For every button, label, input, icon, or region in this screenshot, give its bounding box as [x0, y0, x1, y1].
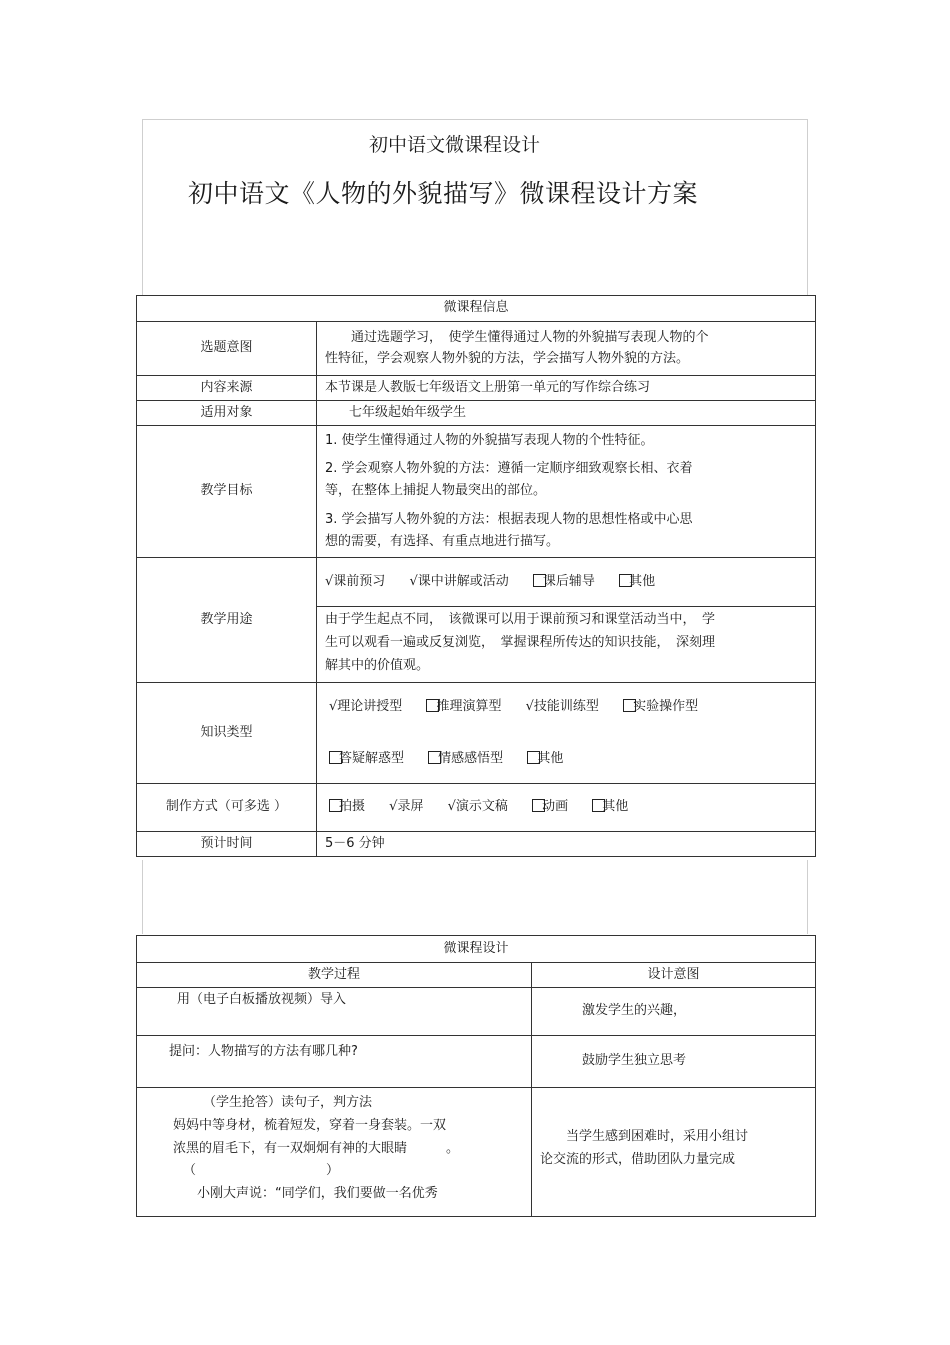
time-value: 5－6 分钟	[317, 832, 816, 857]
production-option-animation[interactable]: 动画	[532, 797, 568, 818]
intent-column-header: 设计意图	[532, 963, 816, 988]
topic-intent-value: 通过选题学习， 使学生懂得通过人物的外貌描写表现人物的个 性特征，学会观察人物外貌的方法，学会描写人物外貌的方法。	[317, 322, 816, 376]
page-frame-middle	[142, 860, 808, 934]
course-design-table	[136, 935, 816, 1217]
subtitle: 初中语文微课程设计	[369, 134, 541, 156]
knowledge-option-skill[interactable]: √技能训练型	[525, 699, 599, 714]
knowledge-option-reasoning[interactable]: 推理演算型	[426, 689, 501, 725]
intent-cell: 激发学生的兴趣，	[532, 988, 816, 1036]
page-title: 初中语文《人物的外貌描写》微课程设计方案	[188, 179, 699, 208]
usage-value	[317, 558, 816, 683]
process-cell: （学生抢答）读句子，判方法 妈妈中等身材，梳着短发，穿着一身套装。一双 浓黑的眉毛下，有一双炯炯有神的大眼睛 。 （ ） 小刚大声说：“同学们，我们要做一名优秀	[137, 1088, 532, 1217]
process-cell: 提问：人物描写的方法有哪几种?	[137, 1036, 532, 1088]
audience-value: 七年级起始年级学生	[317, 401, 816, 426]
production-label: 制作方式（可多选 ）	[137, 784, 317, 832]
audience-label: 适用对象	[137, 401, 317, 426]
process-column-header: 教学过程	[137, 963, 532, 988]
knowledge-row-1	[329, 689, 807, 725]
source-label: 内容来源	[137, 376, 317, 401]
knowledge-value	[317, 683, 816, 784]
knowledge-option-experiment[interactable]: 实验操作型	[623, 689, 698, 725]
production-option-filming[interactable]: 拍摄	[329, 797, 365, 818]
usage-option-preview[interactable]: √课前预习	[325, 574, 386, 589]
knowledge-option-theory[interactable]: √理论讲授型	[329, 699, 403, 714]
knowledge-option-other[interactable]: 其他	[527, 741, 563, 777]
course-info-table	[136, 295, 816, 857]
knowledge-label: 知识类型	[137, 683, 317, 784]
usage-option-after-class[interactable]: 课后辅导	[533, 558, 595, 606]
intent-cell: 当学生感到困难时，采用小组讨 论交流的形式，借助团队力量完成	[532, 1088, 816, 1217]
knowledge-option-qa[interactable]: 答疑解惑型	[329, 741, 404, 777]
course-info-header: 微课程信息	[137, 296, 816, 322]
usage-description: 由于学生起点不同， 该微课可以用于课前预习和课堂活动当中， 学 生可以观看一遍或反复浏览， 掌握课程所传达的知识技能， 深刻理 解其中的价值观。	[325, 612, 716, 673]
course-design-header: 微课程设计	[137, 936, 816, 963]
topic-intent-label: 选题意图	[137, 322, 317, 376]
usage-option-in-class[interactable]: √课中讲解或活动	[409, 574, 509, 589]
process-cell: 用（电子白板播放视频）导入	[137, 988, 532, 1036]
time-label: 预计时间	[137, 832, 317, 857]
goals-value: 1. 使学生懂得通过人物的外貌描写表现人物的个性特征。 2. 学会观察人物外貌的方法：遵循一定顺序细致观察长相、衣着 等，在整体上捕捉人物最突出的部位。 3. 学会描写人物外貌的方法：根据表现人物的思想性格或中心思 想的需要，有选择、有重点地进行描写。	[317, 426, 816, 558]
goals-label: 教学目标	[137, 426, 317, 558]
intent-cell: 鼓励学生独立思考	[532, 1036, 816, 1088]
production-value	[317, 784, 816, 832]
knowledge-option-emotion[interactable]: 情感感悟型	[428, 741, 503, 777]
source-value: 本节课是人教版七年级语文上册第一单元的写作综合练习	[317, 376, 816, 401]
usage-options	[325, 558, 807, 606]
usage-label: 教学用途	[137, 558, 317, 683]
knowledge-row-2	[329, 741, 807, 777]
usage-option-other[interactable]: 其他	[619, 558, 655, 606]
production-option-other[interactable]: 其他	[592, 797, 628, 818]
production-option-screen-record[interactable]: √录屏	[389, 799, 424, 815]
production-option-slides[interactable]: √演示文稿	[447, 799, 508, 815]
